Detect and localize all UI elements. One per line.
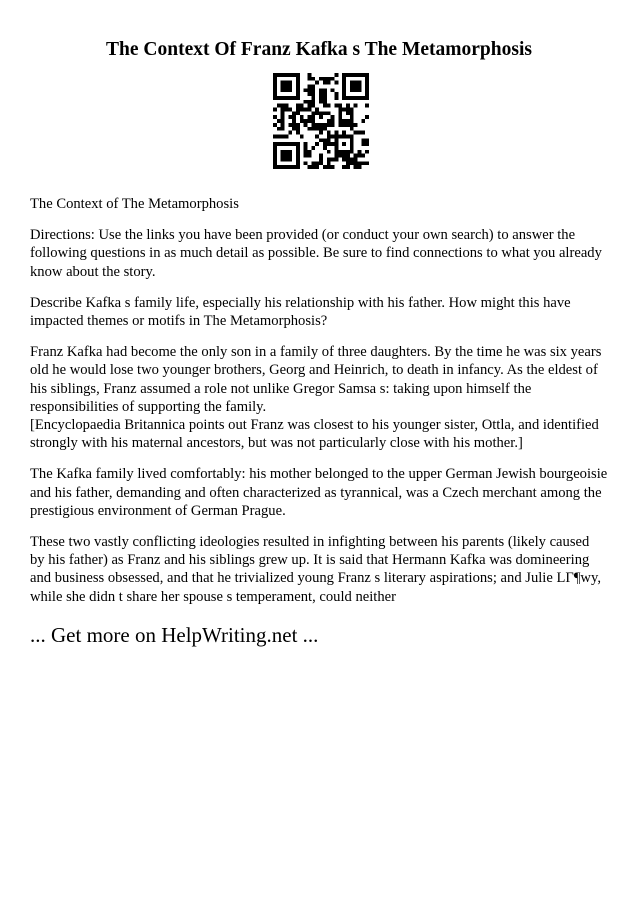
paragraph-line: know about the story.: [30, 263, 156, 280]
paragraph: [30, 226, 610, 281]
qr-code-icon: [273, 73, 369, 169]
paragraph-line: while she didn t share her spouse s temperament, could neither: [30, 588, 396, 605]
paragraph-line: [Encyclopaedia Britannica points out Franz was closest to his younger sister, Ottla, and identified: [30, 417, 599, 434]
document-title: The Context Of Franz Kafka s The Metamorphosis: [106, 39, 532, 60]
get-more-link[interactable]: ... Get more on HelpWriting.net ...: [30, 623, 319, 647]
paragraph: [30, 465, 610, 520]
paragraph-line: These two vastly conflicting ideologies resulted in infighting between his parents (likely caused: [30, 534, 590, 551]
paragraph-line: The Context of The Metamorphosis: [30, 196, 239, 212]
paragraph: [30, 343, 610, 452]
document-body: [30, 195, 610, 619]
paragraph-line: responsibilities of supporting the family.: [30, 398, 267, 415]
paragraph-line: The Kafka family lived comfortably: his mother belonged to the upper German Jewish bourgeoisie: [30, 466, 608, 483]
paragraph: [30, 294, 610, 330]
paragraph-line: strongly with his maternal ancestors, but was not particularly close with his mother.]: [30, 435, 523, 452]
paragraph-line: his siblings, Franz assumed a role not unlike Gregor Samsa s: taking upon himself the: [30, 380, 532, 397]
paragraph-line: impacted themes or motifs in The Metamorphosis?: [30, 313, 328, 330]
paragraph: [30, 533, 610, 606]
paragraph-line: Directions: Use the links you have been provided (or conduct your own search) to answer the: [30, 227, 576, 244]
paragraph-line: prestigious environment of German Prague.: [30, 502, 286, 519]
paragraph: [30, 195, 610, 213]
paragraph-line: and his father, demanding and often characterized as tyrannical, was a Czech merchant among the: [30, 484, 602, 501]
paragraph-line: Describe Kafka s family life, especially his relationship with his father. How might this have: [30, 294, 571, 311]
paragraph-line: and business obsessed, and that he trivialized young Franz s literary aspirations; and Julie LГ¶wy,: [30, 570, 601, 587]
paragraph-line: following questions in as much detail as possible. Be sure to find connections to what you already: [30, 245, 602, 262]
paragraph-line: Franz Kafka had become the only son in a family of three daughters. By the time he was six years: [30, 344, 602, 361]
paragraph-line: by his father) as Franz and his siblings grew up. It is said that Hermann Kafka was domineering: [30, 552, 590, 569]
paragraph-line: old he would lose two younger brothers, Georg and Heinrich, to death in infancy. As the eldest of: [30, 362, 598, 379]
